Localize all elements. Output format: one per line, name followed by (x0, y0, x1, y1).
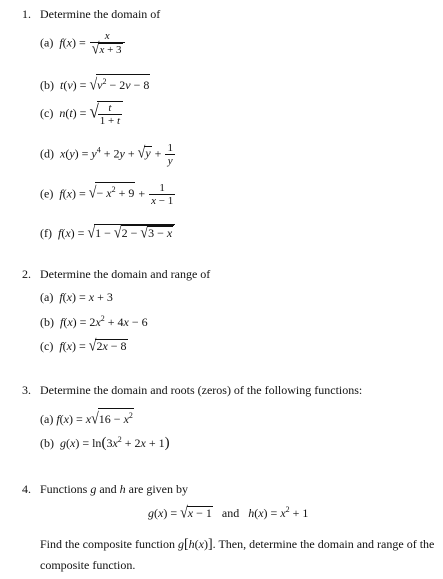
q3-number: 3. (22, 383, 31, 397)
q1d-label: (d) (40, 146, 54, 161)
q4-find-pre: Find the composite function (40, 537, 175, 551)
q2a-label: (a) (40, 290, 54, 304)
q1b-label: (b) (40, 78, 54, 92)
q4-definitions: g(x) = √x − 1 and $h(x) = x^2 + 1$ (148, 504, 309, 523)
q2c-label: (c) (40, 339, 54, 353)
q1e-label: (e) (40, 186, 54, 201)
q2b-label: (b) (40, 315, 54, 329)
q3a-label: (a) (40, 412, 54, 426)
q4-prompt-post: are given by (128, 482, 188, 496)
q4-number: 4. (22, 482, 31, 496)
q2b-expression: (b) $f(x) = 2x^2 + 4x - 6$ (40, 314, 148, 329)
q1a-label: (a) (40, 35, 54, 50)
q2c-expression: (c) f(x) = √2x − 8 (40, 337, 127, 356)
q4-and: and (99, 482, 117, 496)
q4-g: g (90, 482, 97, 496)
q2-prompt: Determine the domain and range of (40, 267, 211, 281)
q4-find-line2: composite function. (40, 558, 136, 572)
q1d-expression: (d) $x(y) = y^4 + 2y + √y$ + $\frac{1}{y}$ (40, 142, 173, 167)
q4-mid-and: and (221, 506, 240, 520)
q3b-label: (b) (40, 436, 54, 450)
q1c-expression: (c) n(t) = √ $\frac{t}{1 + t}$ (40, 101, 123, 127)
q4-prompt (40, 482, 188, 497)
q1c-label: (c) (40, 105, 54, 120)
q1-prompt: Determine the domain of (40, 7, 161, 21)
q3b-expression: (b) $g(x) = \ln(3x^2 + 2x + 1)$ (40, 435, 170, 451)
q2-number: 2. (22, 267, 31, 281)
q4-find-line1: Find the composite function g[h(x)]. Then, determine the domain and range of the (40, 537, 435, 552)
q1f-label: (f) (40, 226, 52, 240)
q1b-expression: (b) $t(v) = √v^2 - 2v - 8$ (40, 74, 150, 94)
q3-prompt: Determine the domain and roots (zeros) of the following functions: (40, 383, 363, 397)
q1a-fraction: $\frac{x}{√x + 3}$ (90, 30, 125, 57)
q2a-expression: (a) f(x) = x + 3 (40, 290, 113, 304)
q3a-expression: (a) $f(x) = x√16 - x^2$ (40, 408, 134, 428)
q1-number: 1. (22, 7, 31, 21)
q4-find-post: . Then, determine the domain and range of the (212, 537, 435, 551)
q1a-expression: (a) f(x) = $\frac{x}{√x + 3}$ (40, 30, 126, 57)
q1f-expression: (f) f(x) = √1 − √2 − √3 − x (40, 224, 175, 242)
q4-prompt-pre: Functions (40, 482, 88, 496)
q1e-expression: (e) f(x) = √− $x^2 + 9$ + $\frac{1}{x - 1}$ (40, 182, 174, 207)
q4-h: h (119, 482, 126, 496)
